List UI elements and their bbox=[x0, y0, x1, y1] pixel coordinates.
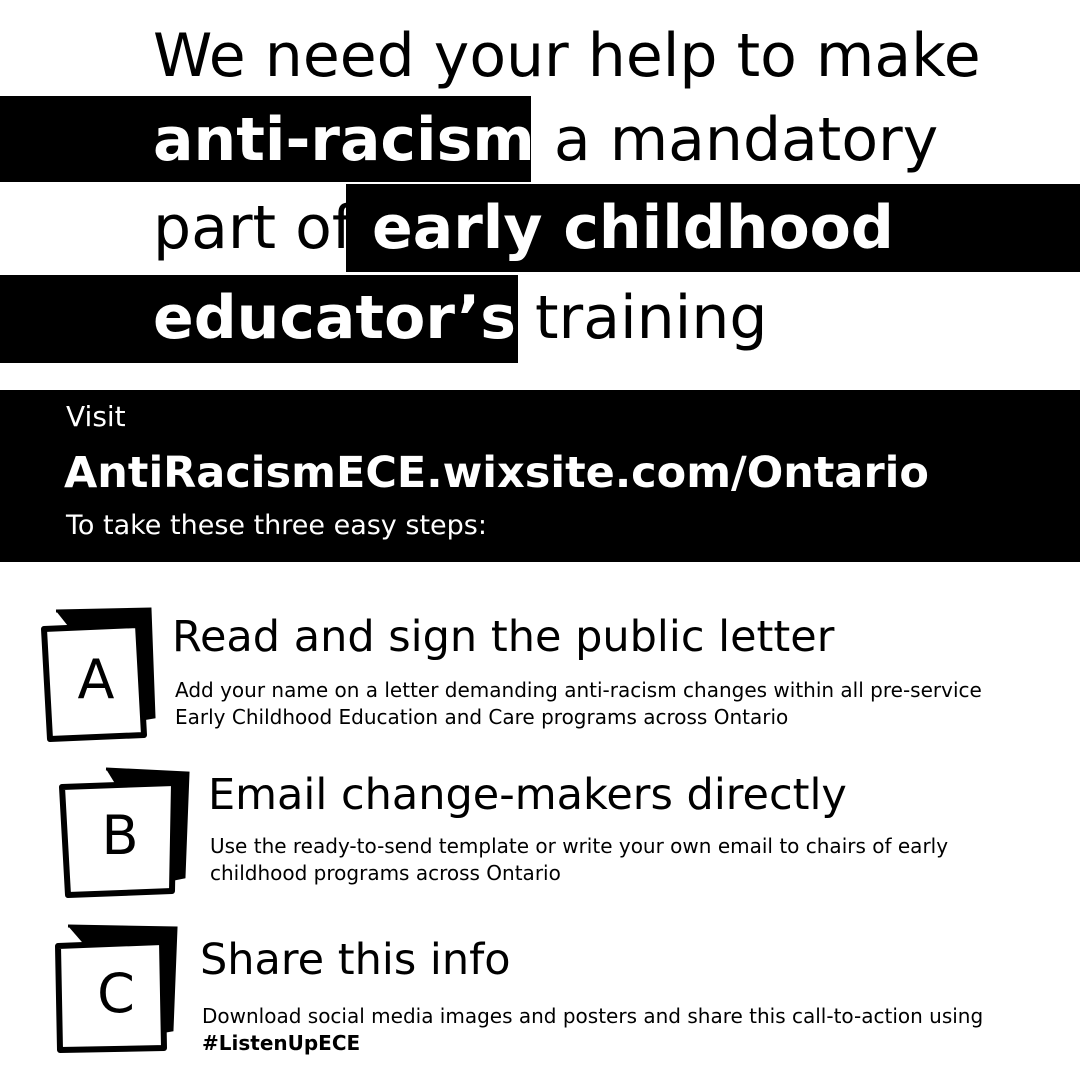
step-c-letter: C bbox=[97, 962, 135, 1025]
step-a-desc-line-2: Early Childhood Education and Care programs across Ontario bbox=[175, 705, 789, 729]
step-a-desc-line-1: Add your name on a letter demanding anti-racism changes within all pre-service bbox=[175, 678, 982, 702]
step-b-title: Email change-makers directly bbox=[208, 770, 847, 820]
step-b-desc-line-2: childhood programs across Ontario bbox=[210, 861, 561, 885]
headline-text-1: We need your help to make bbox=[153, 21, 981, 91]
headline-line-4 bbox=[153, 282, 767, 354]
headline-text-3: part of bbox=[153, 193, 353, 263]
website-link[interactable]: AntiRacismECE.wixsite.com/Ontario bbox=[64, 448, 929, 498]
hashtag[interactable]: #ListenUpECE bbox=[202, 1031, 361, 1055]
step-a-letter: A bbox=[77, 648, 115, 711]
step-b-letter: B bbox=[101, 804, 139, 867]
headline-highlight-educators: educator’s bbox=[153, 283, 516, 353]
step-c-desc-line-1: Download social media images and posters and share this call-to-action using bbox=[202, 1004, 984, 1028]
step-a-description bbox=[175, 677, 982, 731]
headline-line-1 bbox=[153, 20, 981, 92]
visit-label: Visit bbox=[66, 400, 126, 433]
headline-line-2 bbox=[153, 104, 938, 176]
headline-text-2: a mandatory bbox=[553, 105, 939, 175]
headline-line-3 bbox=[153, 192, 894, 264]
steps-intro: To take these three easy steps: bbox=[66, 510, 487, 541]
headline-highlight-early-childhood: early childhood bbox=[372, 193, 894, 263]
step-a-title: Read and sign the public letter bbox=[172, 612, 835, 662]
step-b-description bbox=[210, 833, 948, 887]
step-b-desc-line-1: Use the ready-to-send template or write your own email to chairs of early bbox=[210, 834, 949, 858]
headline-highlight-anti-racism: anti-racism bbox=[153, 105, 535, 175]
step-c-title: Share this info bbox=[200, 935, 511, 985]
headline-text-4: training bbox=[535, 283, 768, 353]
step-c-description bbox=[202, 1003, 983, 1057]
